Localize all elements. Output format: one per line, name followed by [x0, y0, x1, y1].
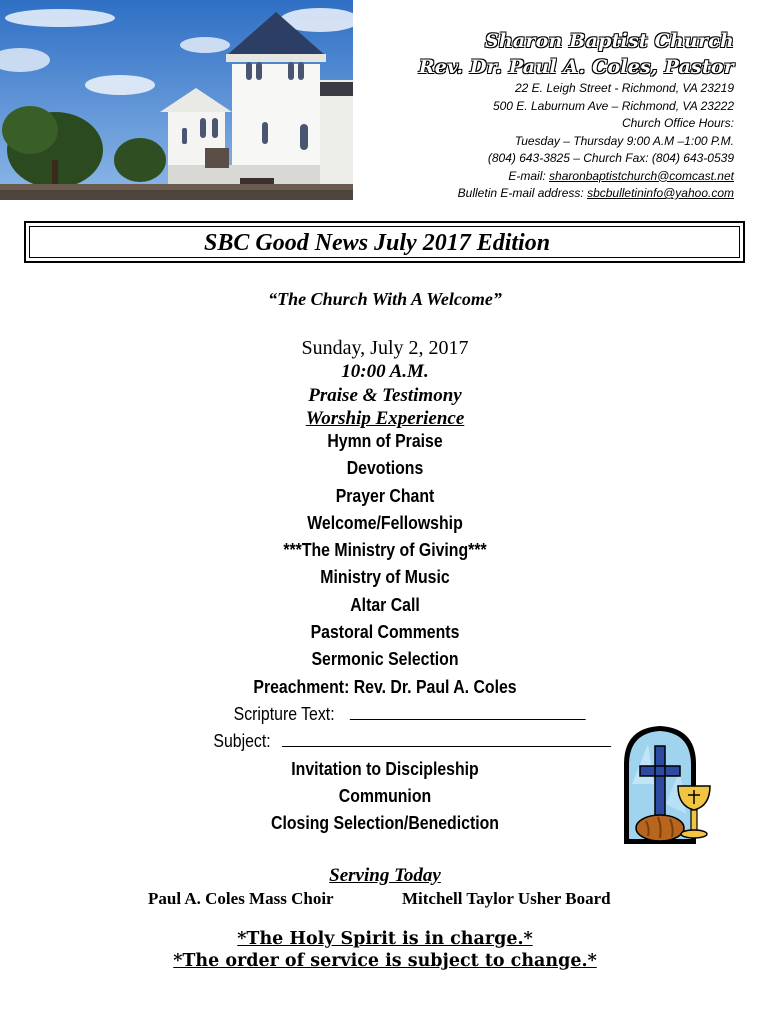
order-item: Welcome/Fellowship — [307, 512, 463, 533]
email-label: E-mail: — [508, 168, 550, 183]
email-line — [314, 168, 734, 186]
order-item: Communion — [338, 785, 432, 806]
order-item: Pastoral Comments — [310, 622, 460, 643]
cross-window-communion-icon — [620, 724, 716, 848]
serving-choir: Paul A. Coles Mass Choir — [148, 889, 334, 908]
service-date: Sunday, July 2, 2017 — [301, 337, 469, 359]
order-item: Hymn of Praise — [327, 431, 443, 451]
note-holy-spirit-text: *The Holy Spirit is in charge.* — [237, 929, 533, 949]
tagline: “The Church With A Welcome” — [268, 289, 502, 309]
service-time: 10:00 A.M. — [341, 361, 429, 382]
order-item: Devotions — [346, 458, 424, 479]
worship-heading: Worship Experience — [305, 408, 465, 429]
pastor-name: Rev. Dr. Paul A. Coles, Pastor — [418, 56, 734, 78]
order-item: Ministry of Music — [320, 567, 450, 588]
note-holy-spirit — [0, 928, 770, 950]
church-photo — [0, 0, 353, 200]
serving-heading: Serving Today — [329, 865, 441, 886]
order-item: Prayer Chant — [335, 485, 435, 506]
note-order-change — [0, 950, 770, 972]
page-title: SBC Good News July 2017 Edition — [204, 230, 551, 256]
order-item: Invitation to Discipleship — [291, 758, 479, 779]
bulletin-email-link[interactable]: sbcbulletininfo@yahoo.com — [587, 186, 734, 200]
address-2: 500 E. Laburnum Ave – Richmond, VA 23222 — [492, 98, 734, 113]
order-item: Altar Call — [350, 594, 420, 615]
order-item: Preachment: Rev. Dr. Paul A. Coles — [253, 676, 517, 697]
scripture-label: Scripture Text: — [233, 703, 335, 724]
note-order-change-text: *The order of service is subject to change.* — [173, 951, 597, 971]
subject-blank — [282, 732, 611, 747]
church-name: Sharon Baptist Church — [484, 30, 734, 52]
order-item: ***The Ministry of Giving*** — [283, 540, 487, 561]
order-item: Sermonic Selection — [311, 649, 459, 670]
bulletin-email-label: Bulletin E-mail address: — [457, 186, 588, 200]
bulletin-email-line — [314, 185, 734, 203]
church-header — [314, 28, 734, 203]
subject-label: Subject: — [213, 731, 271, 752]
office-hours-label: Church Office Hours: — [621, 116, 734, 130]
scripture-blank — [350, 705, 586, 720]
serving-ushers: Mitchell Taylor Usher Board — [402, 889, 611, 908]
address-1: 22 E. Leigh Street - Richmond, VA 23219 — [514, 81, 734, 95]
service-name: Praise & Testimony — [308, 385, 462, 406]
order-item: Closing Selection/Benediction — [271, 813, 499, 834]
office-hours: Tuesday – Thursday 9:00 A.M –1:00 P.M. — [514, 133, 734, 148]
phone-fax: (804) 643-3825 – Church Fax: (804) 643-0539 — [487, 151, 734, 165]
email-link[interactable]: sharonbaptistchurch@comcast.net — [549, 168, 734, 183]
